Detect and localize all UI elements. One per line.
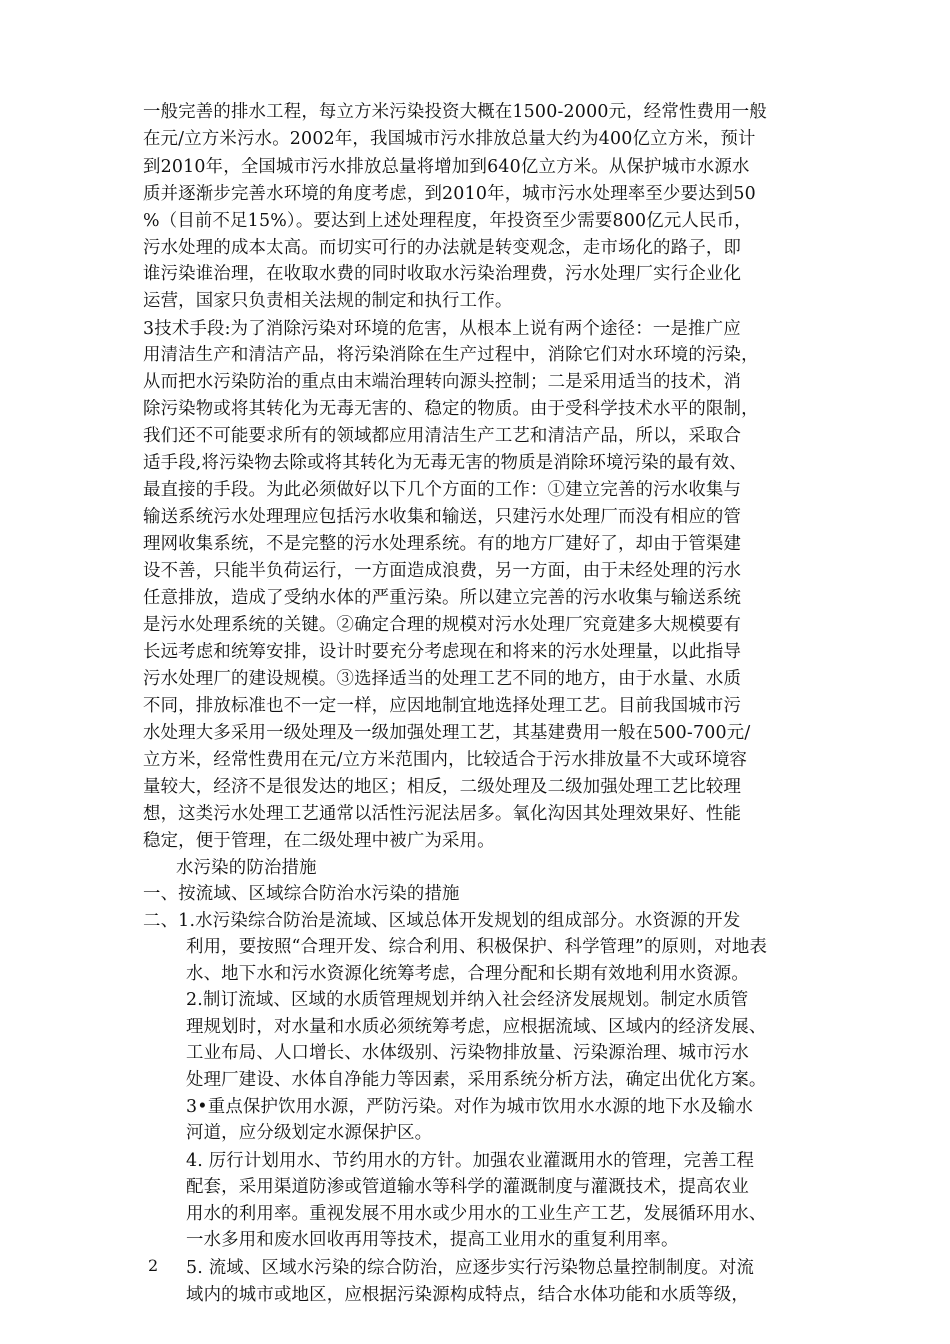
text-line: 理网收集系统，不是完整的污水处理系统。有的地方厂建好了，却由于管渠建 xyxy=(143,534,742,554)
text-line: 任意排放，造成了受纳水体的严重污染。所以建立完善的污水收集与输送系统 xyxy=(143,588,742,608)
text-line: 运营，国家只负责相关法规的制定和执行工作。 xyxy=(143,291,513,311)
text-line: 污水处理的成本太高。而切实可行的办法就是转变观念，走市场化的路子，即 xyxy=(143,238,742,258)
text-line: 3技术手段:为了消除污染对环境的危害，从根本上说有两个途径：一是推广应 xyxy=(143,319,741,339)
text-line: %（目前不足15%）。要达到上述处理程度，年投资至少需要800亿元人民币， xyxy=(143,211,752,231)
text-line: 用清洁生产和清洁产品，将污染消除在生产过程中，消除它们对水环境的污染， xyxy=(143,345,759,365)
text-line: 设不善，只能半负荷运行，一方面造成浪费，另一方面，由于未经处理的污水 xyxy=(143,561,742,581)
text-line: 除污染物或将其转化为无毒无害的、稳定的物质。由于受科学技术水平的限制， xyxy=(143,399,759,419)
text-line: 我们还不可能要求所有的领域都应用清洁生产工艺和清洁产品，所以，采取合 xyxy=(143,426,742,446)
text-line: 污水处理厂的建设规模。③选择适当的处理工艺不同的地方，由于水量、水质 xyxy=(143,669,742,689)
text-line: 输送系统污水处理理应包括污水收集和输送，只建污水处理厂而没有相应的管 xyxy=(143,507,742,527)
text-line: 4. 厉行计划用水、节约用水的方针。加强农业灌溉用水的管理，完善工程 xyxy=(186,1151,755,1171)
text-line: 长远考虑和统筹安排，设计时要充分考虑现在和将来的污水处理量，以此指导 xyxy=(143,642,742,662)
text-line: 一、按流域、区域综合防治水污染的措施 xyxy=(143,884,460,904)
text-line: 到2010年，全国城市污水排放总量将增加到640亿立方米。从保护城市水源水 xyxy=(143,157,750,177)
text-line: 3•重点保护饮用水源，严防污染。对作为城市饮用水水源的地下水及输水 xyxy=(186,1097,754,1117)
text-line: 从而把水污染防治的重点由末端治理转向源头控制；二是采用适当的技术，消 xyxy=(143,372,742,392)
text-line: 不同，排放标准也不一定一样，应因地制宜地选择处理工艺。目前我国城市污 xyxy=(143,696,742,716)
text-line: 想，这类污水处理工艺通常以活性污泥法居多。氧化沟因其处理效果好、性能 xyxy=(143,804,742,824)
text-line: 配套，采用渠道防渗或管道输水等科学的灌溉制度与灌溉技术，提高农业 xyxy=(186,1177,749,1197)
text-line: 立方米，经常性费用在元/立方米范围内，比较适合于污水排放量不大或环境容 xyxy=(143,750,748,770)
text-line: 用水的利用率。重视发展不用水或少用水的工业生产工艺，发展循环用水、 xyxy=(186,1204,767,1224)
text-line: 质并逐渐步完善水环境的角度考虑，到2010年，城市污水处理率至少要达到50 xyxy=(143,184,756,204)
text-line: 一水多用和废水回收再用等技术，提高工业用水的重复利用率。 xyxy=(186,1230,679,1250)
text-line: 水处理大多采用一级处理及一级加强处理工艺，其基建费用一般在500-700元/ xyxy=(143,723,751,743)
text-line: 是污水处理系统的关键。②确定合理的规模对污水处理厂究竟建多大规模要有 xyxy=(143,615,742,635)
text-line: 在元/立方米污水。2002年，我国城市污水排放总量大约为400亿立方米，预计 xyxy=(143,129,756,149)
text-line: 稳定，便于管理，在二级处理中被广为采用。 xyxy=(143,831,495,851)
page-number: 2 xyxy=(148,1256,159,1275)
text-line: 理规划时，对水量和水质必须统筹考虑，应根据流域、区域内的经济发展、 xyxy=(186,1017,767,1037)
text-line: 量较大，经济不是很发达的地区；相反，二级处理及二级加强处理工艺比较理 xyxy=(143,777,742,797)
text-line: 最直接的手段。为此必须做好以下几个方面的工作：①建立完善的污水收集与 xyxy=(143,480,742,500)
text-line: 5. 流域、区域水污染的综合防治，应逐步实行污染物总量控制制度。对流 xyxy=(186,1258,755,1278)
text-line: 水污染的防治措施 xyxy=(176,858,317,878)
text-line: 工业布局、人口增长、水体级别、污染物排放量、污染源治理、城市污水 xyxy=(186,1043,749,1063)
text-line: 水、地下水和污水资源化统筹考虑，合理分配和长期有效地利用水资源。 xyxy=(186,964,749,984)
text-line: 2.制订流域、区域的水质管理规划并纳入社会经济发展规划。制定水质管 xyxy=(186,990,749,1010)
text-line: 一般完善的排水工程，每立方米污染投资大概在1500-2000元，经常性费用一般 xyxy=(143,102,767,122)
text-line: 域内的城市或地区，应根据污染源构成特点，结合水体功能和水质等级， xyxy=(186,1285,749,1305)
text-line: 利用，要按照“合理开发、综合利用、积极保护、科学管理”的原则，对地表 xyxy=(186,937,768,957)
text-line: 河道，应分级划定水源保护区。 xyxy=(186,1123,433,1143)
text-line: 适手段,将污染物去除或将其转化为无毒无害的物质是消除环境污染的最有效、 xyxy=(143,453,747,473)
text-line: 处理厂建设、水体自净能力等因素，采用系统分析方法，确定出优化方案。 xyxy=(186,1070,767,1090)
text-line: 谁污染谁治理，在收取水费的同时收取水污染治理费，污水处理厂实行企业化 xyxy=(143,264,742,284)
text-line: 二、1.水污染综合防治是流域、区域总体开发规划的组成部分。水资源的开发 xyxy=(143,911,741,931)
